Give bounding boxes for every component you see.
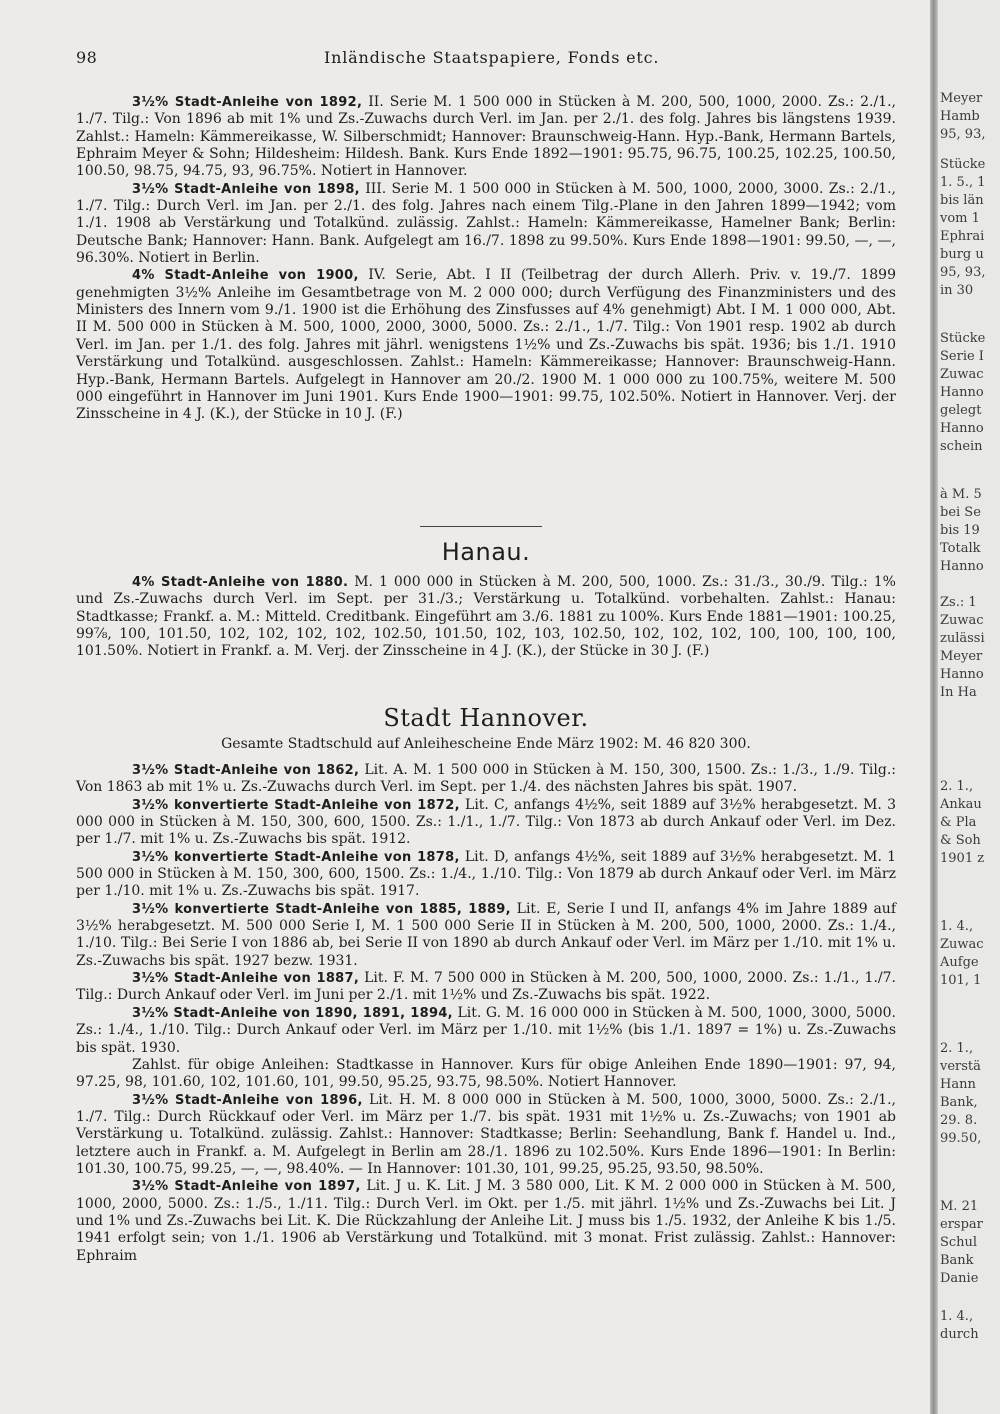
adjacent-page-line: 1. 5., 1	[940, 175, 986, 190]
adjacent-page-line: 99.50,	[940, 1131, 982, 1146]
bond-text: Lit. D, anfangs 4½%, seit 1889 auf 3½% herabgesetzt. M. 1 500 000 in Stücken à M. 150, 300, 600, 1500. Zs.: 1./4., 1./10. Tilg.: Von 1879 ab durch Ankauf oder Verl. im März per 1./10. mit 1% u. Zs.-Zuwachs bis spät. 1917.	[76, 848, 896, 900]
bond-title: 3½% Stadt-Anleihe von 1892,	[132, 95, 363, 110]
adjacent-page-line: Hanno	[940, 667, 984, 682]
adjacent-page-line: Hann	[940, 1077, 976, 1092]
adjacent-page-fragment	[938, 0, 1000, 1414]
hannover-entries	[76, 762, 896, 1265]
adjacent-page-line: Totalk	[940, 541, 981, 556]
adjacent-page-line: Stücke	[940, 157, 986, 172]
adjacent-page-line: 2. 1.,	[940, 1041, 974, 1056]
adjacent-page-line: Hamb	[940, 109, 980, 124]
adjacent-page-line: Ankau	[940, 797, 982, 812]
bond-title: 4% Stadt-Anleihe von 1880.	[132, 575, 349, 590]
bond-text: Lit. J u. K. Lit. J M. 3 580 000, Lit. K M. 2 000 000 in Stücken à M. 500, 1000, 2000, 5000. Zs.: 1./5., 1./11. Tilg.: Durch Verl. im Okt. per 1./5. mit jährl. 1½% und Zs.-Zuwachs bei Lit. J und 1% und Zs.-Zuwachs bei Lit. K. Die Rückzahlung der Anleihe Lit. J muss bis 1./5. 1932, der Anleihe K bis 1./5. 1941 erfolgt sein; von 1./1. 1906 ab Verstärkung und Totalkünd. mit 3 monat. Frist zulässig. Zahlst.: Hannover: Ephraim	[76, 1178, 896, 1264]
adjacent-page-line: gelegt	[940, 403, 982, 418]
adjacent-page-line: Hanno	[940, 559, 984, 574]
adjacent-page-line: 29. 8.	[940, 1113, 978, 1128]
bond-text: Lit. A. M. 1 500 000 in Stücken à M. 150, 300, 1500. Zs.: 1./3., 1./9. Tilg.: Von 1863 ab mit 1% u. Zs.-Zuwachs durch Verl. im Sept. per 1./4. des nächsten Jahres bis spät. 1907.	[76, 762, 896, 796]
bond-text: Lit. H. M. 8 000 000 in Stücken à M. 500, 1000, 3000, 5000. Zs.: 2./1., 1./7. Tilg.: Durch Rückkauf oder Verl. im März per 1./7. bis spät. 1931 mit 1½% u. Zs.-Zuwachs; von 1901 ab Verstärkung u. Totalkünd. zulässig. Zahlst.: Hannover: Stadtkasse; Berlin: Seehandlung, Bank f. Handel u. Ind., letztere auch in Frankf. a. M. Aufgelegt in Berlin am 28./1. 1896 zu 102.50%. Kurs Ende 1896—1901: In Berlin: 101.30, 100.75, 99.25, —, —, 98.40%. — In Hannover: 101.30, 101, 99.25, 95.25, 93.50, 98.50%.	[76, 1091, 896, 1177]
section-subheading: Gesamte Stadtschuld auf Anleihescheine Ende März 1902: M. 46 820 300.	[221, 736, 751, 752]
hameln-continuation	[76, 94, 896, 424]
adjacent-page-line: Danie	[940, 1271, 979, 1286]
adjacent-page-line: vom 1	[940, 211, 980, 226]
bond-title: 3½% konvertierte Stadt-Anleihe von 1878,	[132, 849, 460, 865]
adjacent-page-line: erspar	[940, 1217, 983, 1232]
book-gutter	[930, 0, 938, 1414]
adjacent-page-line: Ephrai	[940, 229, 985, 244]
adjacent-page-line: Stücke	[940, 331, 986, 346]
adjacent-page-line: 95, 93,	[940, 127, 986, 142]
bond-title: 3½% Stadt-Anleihe von 1896,	[132, 1092, 363, 1108]
running-title: Inländische Staatspapiere, Fonds etc.	[324, 48, 660, 67]
bond-text: II. Serie M. 1 500 000 in Stücken à M. 200, 500, 1000, 2000. Zs.: 2./1., 1./7. Tilg.: Von 1896 ab mit 1% und Zs.-Zuwachs durch Verl. im Jan. per 2./1. des folg. Jahres bis längstens 1939. Zahlst.: Hameln: Kämmereikasse, W. Silberschmidt; Hannover: Braunschweig-Hann. Hyp.-Bank, Hermann Bartels, Ephraim Meyer & Sohn; Hildesheim: Hildesh. Bank. Kurs Ende 1892—1901: 95.75, 96.75, 100.25, 102.25, 100.50, 100.50, 98.75, 94.75, 93, 96.75%. Notiert in Hannover.	[76, 94, 896, 180]
adjacent-page-line: Zuwac	[940, 613, 984, 628]
bond-text: Lit. G. M. 16 000 000 in Stücken à M. 500, 1000, 3000, 5000. Zs.: 1./4., 1./10. Tilg.: Durch Ankauf oder Verl. im März per 1./10. mit 1½% (bis 1./1. 1897 = 1%) u. Zs.-Zuwachs bis spät. 1930.	[76, 1004, 896, 1056]
adjacent-page-line: & Pla	[940, 815, 977, 830]
adjacent-page-line: bis län	[940, 193, 984, 208]
adjacent-page-line: Bank,	[940, 1095, 978, 1110]
bond-text: Zahlst. für obige Anleihen: Stadtkasse in Hannover. Kurs für obige Anleihen Ende 1890—1901: 97, 94, 97.25, 98, 101.60, 102, 101.60, 101, 99.50, 95.25, 93.75, 98.50%. Notiert Hannover.	[76, 1056, 896, 1091]
bond-text: Lit. C, anfangs 4½%, seit 1889 auf 3½% herabgesetzt. M. 3 000 000 in Stücken à M. 150, 300, 600, 1500. Zs.: 1./1., 1./7. Tilg.: Von 1873 ab durch Ankauf oder Verl. im Dez. per 1./7. mit 1% u. Zs.-Zuwachs bis spät. 1912.	[76, 796, 896, 848]
adjacent-page-line: M. 21	[940, 1199, 979, 1214]
adjacent-page-line: schein	[940, 439, 983, 454]
bond-title: 3½% Stadt-Anleihe von 1862,	[132, 763, 360, 778]
bond-text: Lit. E, Serie I und II, anfangs 4% im Jahre 1889 auf 3½% herabgesetzt. M. 500 000 Serie I, M. 1 500 000 Serie II in Stücken à M. 200, 500, 1000, 2000. Zs.: 1./4., 1./10. Tilg.: Bei Serie I von 1886 ab, bei Serie II von 1890 ab durch Ankauf oder Verl. im März per 1./10. mit 1% u. Zs.-Zuwachs bis spät. 1927 bezw. 1931.	[76, 900, 896, 969]
adjacent-page-line: zulässi	[940, 631, 985, 646]
bond-text: III. Serie M. 1 500 000 in Stücken à M. 500, 1000, 2000, 3000. Zs.: 2./1., 1./7. Tilg.: Durch Verl. im Jan. per 2./1. des folg. Jahres nach einem Tilg.-Plane in den Jahren 1899—1942; vom 1./1. 1908 ab Verstärkung und Totalkünd. zulässig. Zahlst.: Hameln: Kämmereikasse, Hamelner Bank; Berlin: Deutsche Bank; Hannover: Hann. Bank. Aufgelegt am 16./7. 1898 zu 99.50%. Kurs Ende 1898—1901: 99.50, —, —, 96.30%. Notiert in Berlin.	[76, 180, 896, 267]
adjacent-page-line: Hanno	[940, 385, 984, 400]
bond-text: Lit. F. M. 7 500 000 in Stücken à M. 200, 500, 1000, 2000. Zs.: 1./1., 1./7. Tilg.: Durch Ankauf oder Verl. im Juni per 2./1. mit 1½% und Zs.-Zuwachs bis spät. 1922.	[76, 970, 896, 1004]
adjacent-page-line: & Soh	[940, 833, 981, 848]
adjacent-page-line: Zuwac	[940, 937, 984, 952]
adjacent-page-line: Serie I	[940, 349, 984, 364]
adjacent-page-line: Hanno	[940, 421, 984, 436]
adjacent-page-line: bei Se	[940, 505, 981, 520]
bond-title: 3½% konvertierte Stadt-Anleihe von 1885, 1889,	[132, 901, 511, 917]
adjacent-page-line: Zuwac	[940, 367, 984, 382]
bond-text: M. 1 000 000 in Stücken à M. 200, 500, 1000. Zs.: 31./3., 30./9. Tilg.: 1% und Zs.-Zuwachs durch Verl. im Sept. per 31./3.; Verstärkung u. Totalkünd. vorbehalten. Zahlst.: Hanau: Stadtkasse; Frankf. a. M.: Mitteld. Creditbank. Eingeführt am 3./6. 1881 zu 100%. Kurs Ende 1881—1901: 100.25, 99⅞, 100, 101.50, 102, 102, 102, 102, 102.50, 101.50, 102, 103, 102.50, 102, 102, 102, 100, 100, 100, 100, 101.50%. Notiert in Frankf. a. M. Verj. der Zinsscheine in 4 J. (K.), der Stücke in 30 J. (F.)	[76, 574, 896, 660]
adjacent-page-line: Schul	[940, 1235, 978, 1250]
adjacent-page-line: 2. 1.,	[940, 779, 974, 794]
bond-title: 3½% Stadt-Anleihe von 1887,	[132, 971, 360, 987]
bond-text: IV. Serie, Abt. I II (Teilbetrag der durch Allerh. Priv. v. 19./7. 1899 genehmigten 3½% Anleihe im Gesamtbetrage von M. 2 000 000; durch Verfügung des Finanzministers und des Ministers des Innern vom 9./1. 1900 ist die Erhöhung des Zinsfusses auf 4% genehmigt) Abt. I M. 1 000 000, Abt. II M. 500 000 in Stücken à M. 500, 1000, 2000, 3000, 5000. Zs.: 2./1., 1./7. Tilg.: Von 1901 resp. 1902 ab durch Verl. im Jan. per 1./1. des folg. Jahres mit jährl. wenigstens 1½% und Zs.-Zuwachs bis spät. 1936; bis 1./1. 1910 Verstärkung und Totalkünd. ausgeschlossen. Zahlst.: Hameln: Kämmereikasse; Hannover: Braunschweig-Hann. Hyp.-Bank, Hermann Bartels. Aufgelegt in Hannover am 20./2. 1900 M. 1 000 000 zu 100.75%, weitere M. 500 000 eingeführt in Hannover im Juni 1901. Kurs Ende 1900—1901: 99.75, 102.50%. Notiert in Hannover. Verj. der Zinsscheine in 4 J. (K.), der Stücke in 10 J. (F.)	[76, 267, 896, 423]
adjacent-page-line: Meyer	[940, 649, 983, 664]
adjacent-page-line: 1901 z	[940, 851, 985, 866]
section-heading-hannover: Stadt Hannover.	[383, 704, 589, 732]
bond-title: 4% Stadt-Anleihe von 1900,	[132, 268, 359, 284]
hanau-entries	[76, 574, 896, 661]
adjacent-page-line: 1. 4.,	[940, 919, 974, 934]
adjacent-page-line: Aufge	[940, 955, 979, 970]
adjacent-page-line: burg u	[940, 247, 984, 262]
adjacent-page-line: 1. 4.,	[940, 1309, 974, 1324]
adjacent-page-line: bis 19	[940, 523, 980, 538]
adjacent-page-line: In Ha	[940, 685, 977, 700]
bond-title: 3½% Stadt-Anleihe von 1890, 1891, 1894,	[132, 1005, 453, 1021]
bond-title: 3½% Stadt-Anleihe von 1898,	[132, 181, 360, 197]
section-heading-hanau: Hanau.	[441, 538, 531, 566]
adjacent-page-line: durch	[940, 1327, 979, 1342]
adjacent-page-line: Meyer	[940, 91, 983, 106]
page-number: 98	[76, 48, 98, 67]
adjacent-page-line: 95, 93,	[940, 265, 986, 280]
adjacent-page-line: Bank	[940, 1253, 974, 1268]
adjacent-page-line: verstä	[940, 1059, 981, 1074]
bond-title: 3½% konvertierte Stadt-Anleihe von 1872,	[132, 797, 460, 813]
adjacent-page-line: à M. 5	[940, 487, 982, 502]
adjacent-page-line: Zs.: 1	[940, 595, 977, 610]
adjacent-page-line: in 30	[940, 283, 974, 298]
section-divider	[420, 526, 542, 527]
bond-title: 3½% Stadt-Anleihe von 1897,	[132, 1179, 361, 1195]
adjacent-page-line: 101, 1	[940, 973, 982, 988]
